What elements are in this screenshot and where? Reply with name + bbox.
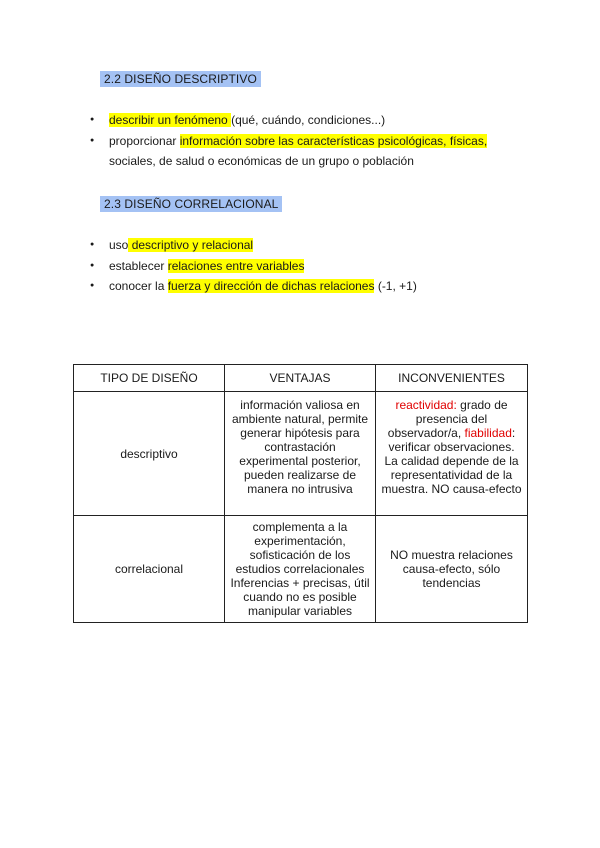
cell-advantages: complementa a la experimentación, sofisticación de los estudios correlacionales Inferencias + precisas, útil cuando no es posible manipular variables: [225, 516, 376, 623]
design-comparison-table: [73, 364, 528, 623]
header-advantages: VENTAJAS: [225, 365, 376, 392]
plain-text: (-1, +1): [374, 279, 417, 293]
term-fiabilidad: fiabilidad: [464, 426, 512, 440]
plain-text: (qué, cuándo, condiciones...): [231, 113, 386, 127]
highlight-text: relaciones entre variables: [167, 258, 305, 273]
plain-text: proporcionar: [109, 133, 180, 148]
cell-type: correlacional: [74, 516, 225, 623]
heading-text: 2.2 DISEÑO DESCRIPTIVO: [100, 71, 261, 87]
cell-drawbacks: [376, 392, 528, 516]
cell-type: descriptivo: [74, 392, 225, 516]
highlight-text: fuerza y dirección de dichas relaciones: [167, 279, 375, 293]
heading-text: 2.3 DISEÑO CORRELACIONAL: [100, 196, 282, 212]
header-type: TIPO DE DISEÑO: [74, 365, 225, 392]
list-item: [90, 235, 510, 256]
bullet-list-descriptive: [90, 110, 510, 172]
highlight-text: describir un fenómeno: [109, 113, 232, 127]
highlight-text: información sobre las características psicológicas, físicas,: [179, 133, 488, 148]
table-row: [74, 392, 528, 516]
term-reactividad: reactividad:: [395, 398, 457, 412]
drawback-text: grado de presencia del observador/a,: [387, 398, 508, 440]
plain-text: uso: [109, 238, 129, 252]
section-heading-descriptive: [100, 72, 261, 86]
highlight-text: descriptivo y relacional: [128, 238, 254, 252]
bullet-list-correlational: [90, 235, 510, 297]
drawback-text: : verificar observaciones. La calidad depende de la representatividad de la muestra. NO causa-efecto: [381, 426, 522, 496]
list-item: [90, 110, 510, 131]
plain-text: sociales, de salud o económicas de un grupo o población: [109, 154, 414, 168]
table-row: [74, 516, 528, 623]
cell-advantages: información valiosa en ambiente natural, permite generar hipótesis para contrastación experimental posterior, pueden realizarse de manera no intrusiva: [225, 392, 376, 516]
section-heading-correlational: [100, 197, 282, 211]
header-drawbacks: INCONVENIENTES: [376, 365, 528, 392]
table-header-row: [74, 365, 528, 392]
plain-text: establecer: [109, 258, 168, 273]
list-item: [90, 256, 510, 277]
plain-text: conocer la: [109, 279, 168, 293]
list-item: [90, 276, 510, 297]
list-item: [90, 131, 510, 172]
cell-drawbacks: NO muestra relaciones causa-efecto, sólo tendencias: [376, 516, 528, 623]
